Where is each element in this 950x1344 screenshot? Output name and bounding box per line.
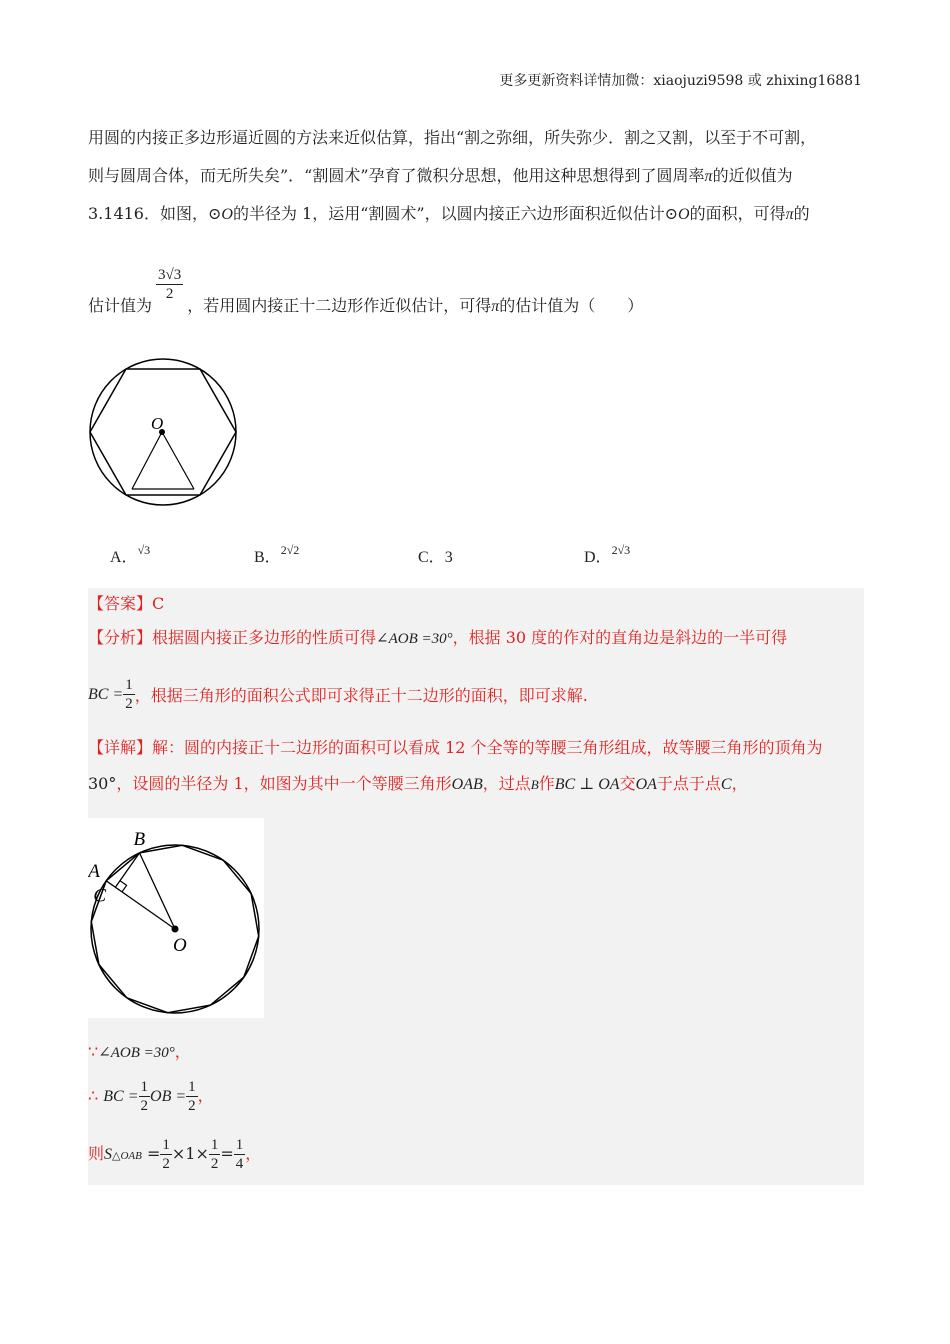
question-line-2: 则与圆周合体，而无所失矣”．“割圆术”孕育了微积分思想，他用这种思想得到了圆周率π的近似值为 [88,166,793,185]
question-line-1: 用圆的内接正多边形逼近圆的方法来近似估算，指出“割之弥细，所失弥少．割之又割，以至于不可割， [88,128,817,147]
step-3: 则S△OAB = $\frac{1}{2}$ ×1× $\frac{1}{2}$ = $\frac{1}{4}$ ， [88,1137,262,1172]
frac-numerator: 3√3 [158,267,182,283]
label-b: B [133,828,146,850]
option-b[interactable]: B．$^{2√2}$ [254,543,300,566]
label-o: O [173,935,187,956]
analysis-line-1: 【分析】根据圆内接正多边形的性质可得∠AOB =30°，根据 30 度的作对的直角边是斜边的一半可得 [88,628,788,647]
detail-line-2: 30°，设圆的半径为 1，如图为其中一个等腰三角形OAB，过点B作BC ⊥ OA交OA于点于点C， [88,774,748,793]
center-label-o: O [151,414,164,433]
step-1: ∵∠AOB =30°， [88,1042,191,1061]
question-line-3: 3.1416．如图，⊙O的半径为 1，运用“割圆术”，以圆内接正六边形面积近似估计⊙O的面积，可得π的 [88,204,810,223]
option-c[interactable]: C．3 [418,549,453,566]
option-a[interactable]: A．$^{√3}$ [110,543,151,566]
label-a: A [88,860,100,882]
detail-line-1: 【详解】解：圆的内接正十二边形的面积可以看成 12 个全等的等腰三角形组成，故等腰三角形的顶角为 [88,738,823,757]
question-line-4: 估计值为 $\frac{3√3}{2}$ ，若用圆内接正十二边形作近似估计，可得π的估计值为（ ） [88,267,644,315]
analysis-line-2: BC = $\frac{1}{2}$ ，根据三角形的面积公式即可求得正十二边形的面积，即可求解. [88,677,588,712]
frac-denominator: 2 [165,286,174,302]
hexagon-figure [88,356,240,508]
dodecagon-figure-box [88,818,264,1018]
answer-line: 【答案】C [88,594,165,613]
page-header: 更多更新资料详情加微：xiaojuzi9598 或 zhixing16881 [499,73,862,89]
dodecagon-figure [88,818,264,1018]
step-2: ∴ BC = $\frac{1}{2}$ OB = $\frac{1}{2}$ ， [88,1079,214,1114]
option-d[interactable]: D．$^{2√3}$ [584,543,631,566]
label-c: C [93,885,107,907]
